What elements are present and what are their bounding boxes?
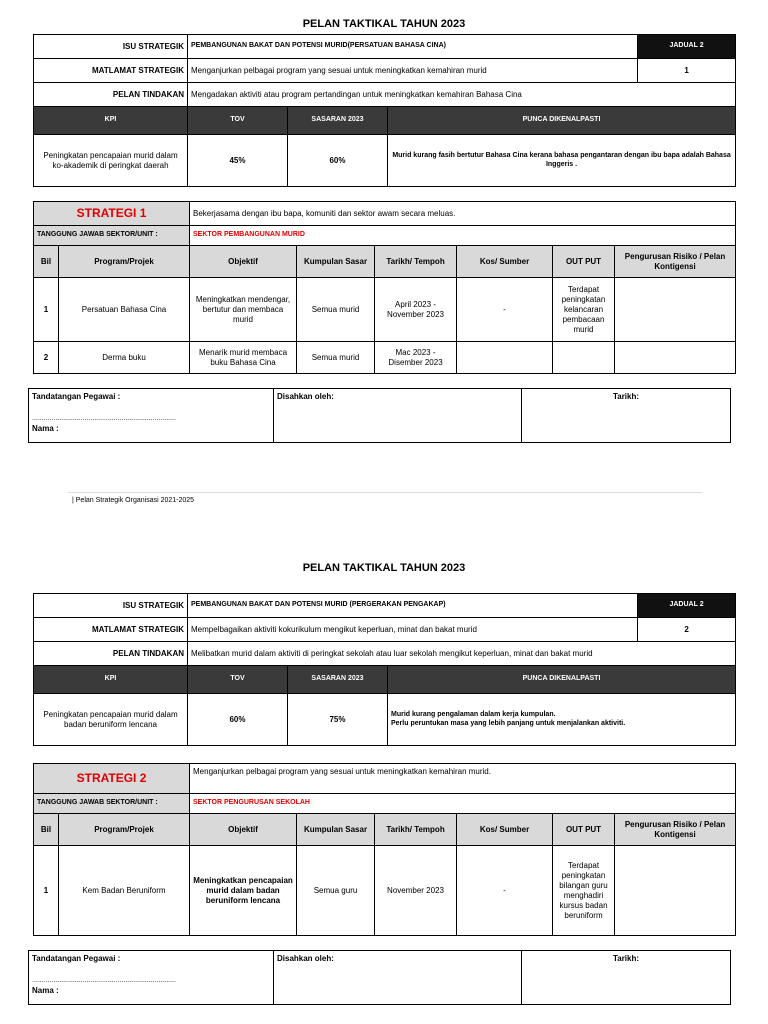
row-risiko [615, 342, 736, 374]
col-output: OUT PUT [553, 814, 615, 846]
signature-table [28, 950, 731, 1005]
signature-line: .......................................................................... [32, 415, 176, 422]
matlamat-label: MATLAMAT STRATEGIK [34, 59, 188, 83]
row-program: Kem Badan Beruniform [59, 846, 190, 936]
row-bil: 1 [34, 846, 59, 936]
table-row [34, 846, 736, 936]
matlamat-number: 2 [638, 618, 736, 642]
sektor-value: SEKTOR PENGURUSAN SEKOLAH [190, 794, 736, 814]
row-kos: - [457, 846, 553, 936]
punca-line: Murid kurang pengalaman dalam kerja kumpulan. [391, 710, 556, 718]
tarikh-label: Tarikh: [522, 389, 731, 443]
kpi-header: KPI [34, 107, 188, 135]
matlamat-number: 1 [638, 59, 736, 83]
page-title: PELAN TAKTIKAL TAHUN 2023 [302, 18, 466, 30]
tandatangan-label: Tandatangan Pegawai : [32, 392, 121, 401]
strategy-block [33, 201, 736, 374]
tov-header: TOV [188, 107, 288, 135]
tov-value: 45% [188, 135, 288, 187]
isu-label: ISU STRATEGIK [34, 35, 188, 59]
signature-table [28, 388, 731, 443]
signature-cell [29, 389, 274, 443]
col-program: Program/Projek [59, 246, 190, 278]
strategy-label: STRATEGI 1 [34, 202, 190, 226]
row-program: Persatuan Bahasa Cina [59, 278, 190, 342]
row-risiko [615, 846, 736, 936]
pelan-value: Mengadakan aktiviti atau program pertandingan untuk meningkatkan kemahiran Bahasa Cina [188, 83, 736, 107]
row-kumpulan: Semua guru [297, 846, 375, 936]
col-kos: Kos/ Sumber [457, 814, 553, 846]
jadual-badge: JADUAL 2 [638, 35, 736, 59]
row-output: Terdapat peningkatan bilangan guru menghadiri kursus badan beruniform [553, 846, 615, 936]
row-kos: - [457, 278, 553, 342]
col-tarikh: Tarikh/ Tempoh [375, 246, 457, 278]
row-kumpulan: Semua murid [297, 342, 375, 374]
col-risiko: Pengurusan Risiko / Pelan Kontigensi [615, 814, 736, 846]
table-row [34, 278, 736, 342]
matlamat-label: MATLAMAT STRATEGIK [34, 618, 188, 642]
row-output: Terdapat peningkatan kelancaran pembacaan murid [553, 278, 615, 342]
tov-value: 60% [188, 694, 288, 746]
header-table [33, 34, 736, 187]
strategy-block [33, 763, 736, 936]
matlamat-value: Menganjurkan pelbagai program yang sesuai untuk meningkatkan kemahiran murid [188, 59, 638, 83]
row-risiko [615, 278, 736, 342]
kpi-value: Peningkatan pencapaian murid dalam ko-akademik di peringkat daerah [34, 135, 188, 187]
col-bil: Bil [34, 814, 59, 846]
kpi-value: Peningkatan pencapaian murid dalam badan beruniform lencana [34, 694, 188, 746]
punca-value: Murid kurang fasih bertutur Bahasa Cina kerana bahasa pengantaran dengan ibu bapa adalah Bahasa Inggeris . [388, 135, 736, 187]
tandatangan-label: Tandatangan Pegawai : [32, 954, 121, 963]
row-tarikh: Mac 2023 - Disember 2023 [375, 342, 457, 374]
row-objektif: Meningkatkan pencapaian murid dalam badan beruniform lencana [190, 846, 297, 936]
sasaran-header: SASARAN 2023 [288, 107, 388, 135]
strategy-text: Menganjurkan pelbagai program yang sesuai untuk meningkatkan kemahiran murid. [190, 764, 736, 794]
sasaran-header: SASARAN 2023 [288, 666, 388, 694]
isu-value: PEMBANGUNAN BAKAT DAN POTENSI MURID(PERSATUAN BAHASA CINA) [188, 35, 638, 59]
punca-line: Perlu peruntukan masa yang lebih panjang untuk menjalankan aktiviti. [391, 719, 626, 727]
col-kos: Kos/ Sumber [457, 246, 553, 278]
pelan-label: PELAN TINDAKAN [34, 83, 188, 107]
signature-line: .......................................................................... [32, 977, 176, 984]
col-objektif: Objektif [190, 246, 297, 278]
tanggung-label: TANGGUNG JAWAB SEKTOR/UNIT : [34, 226, 190, 246]
punca-value [388, 694, 736, 746]
row-kumpulan: Semua murid [297, 278, 375, 342]
isu-value: PEMBANGUNAN BAKAT DAN POTENSI MURID (PERGERAKAN PENGAKAP) [188, 594, 638, 618]
header-table [33, 593, 736, 746]
strategy-text: Bekerjasama dengan ibu bapa, komuniti dan sektor awam secara meluas. [190, 202, 736, 226]
col-kumpulan: Kumpulan Sasar [297, 814, 375, 846]
strategy-label: STRATEGI 2 [34, 764, 190, 794]
matlamat-value: Mempelbagaikan aktiviti kokurikulum mengikut keperluan, minat dan bakat murid [188, 618, 638, 642]
pelan-label: PELAN TINDAKAN [34, 642, 188, 666]
row-tarikh: November 2023 [375, 846, 457, 936]
page-title: PELAN TAKTIKAL TAHUN 2023 [302, 562, 466, 574]
signature-cell [29, 951, 274, 1005]
jadual-badge: JADUAL 2 [638, 594, 736, 618]
nama-label: Nama : [32, 985, 59, 995]
isu-label: ISU STRATEGIK [34, 594, 188, 618]
col-tarikh: Tarikh/ Tempoh [375, 814, 457, 846]
col-risiko: Pengurusan Risiko / Pelan Kontigensi [615, 246, 736, 278]
row-tarikh: April 2023 - November 2023 [375, 278, 457, 342]
row-bil: 1 [34, 278, 59, 342]
row-objektif: Menarik murid membaca buku Bahasa Cina [190, 342, 297, 374]
col-bil: Bil [34, 246, 59, 278]
col-program: Program/Projek [59, 814, 190, 846]
punca-header: PUNCA DIKENALPASTI [388, 107, 736, 135]
nama-label: Nama : [32, 423, 59, 433]
row-objektif: Meningkatkan mendengar, bertutur dan membaca murid [190, 278, 297, 342]
sektor-value: SEKTOR PEMBANGUNAN MURID [190, 226, 736, 246]
sasaran-value: 60% [288, 135, 388, 187]
row-kos [457, 342, 553, 374]
tanggung-label: TANGGUNG JAWAB SEKTOR/UNIT : [34, 794, 190, 814]
row-bil: 2 [34, 342, 59, 374]
col-kumpulan: Kumpulan Sasar [297, 246, 375, 278]
row-program: Derma buku [59, 342, 190, 374]
pelan-value: Melibatkan murid dalam aktiviti di peringkat sekolah atau luar sekolah mengikut keperluan, minat dan bakat murid [188, 642, 736, 666]
footer-divider [68, 492, 702, 493]
row-output [553, 342, 615, 374]
disahkan-label: Disahkan oleh: [274, 389, 522, 443]
sasaran-value: 75% [288, 694, 388, 746]
kpi-header: KPI [34, 666, 188, 694]
disahkan-label: Disahkan oleh: [274, 951, 522, 1005]
punca-header: PUNCA DIKENALPASTI [388, 666, 736, 694]
col-output: OUT PUT [553, 246, 615, 278]
tov-header: TOV [188, 666, 288, 694]
tarikh-label: Tarikh: [522, 951, 731, 1005]
col-objektif: Objektif [190, 814, 297, 846]
footer-text: | Pelan Strategik Organisasi 2021-2025 [72, 497, 195, 504]
table-row [34, 342, 736, 374]
